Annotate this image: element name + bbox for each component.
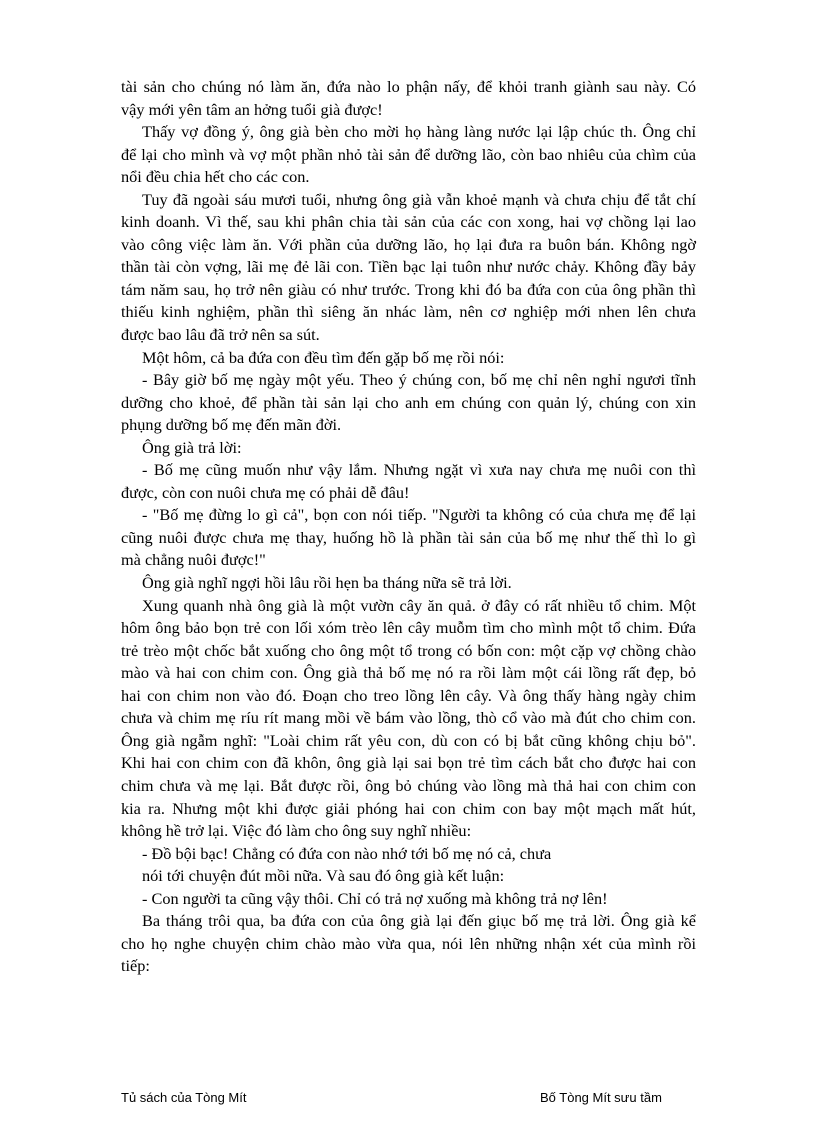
text-line: vậy mới yên tâm an hởng tuổi già được! [121,99,383,119]
text-line: cho họ nghe chuyện chim chào mào vừa qua, nói lên những nhận xét của mình rồi [121,933,696,953]
text-line: được bao lâu đã trở nên sa sút. [121,325,320,345]
text-line: Ông già ngẫm nghĩ: "Loài chim rất yêu con, dù con có bị bắt cũng không chịu bỏ". [121,730,696,750]
text-line: - Bây giờ bố mẹ ngày một yếu. Theo ý chúng con, bố mẹ chỉ nên nghỉ ngươi tĩnh [142,370,696,390]
text-line: Thấy vợ đồng ý, ông già bèn cho mời họ hàng làng nước lại lập chúc th. Ông chỉ [142,122,696,142]
text-line: trẻ trèo một chốc bắt xuống cho ông một tổ trong có bốn con: một cặp vợ chồng chào [121,640,696,660]
text-line: Xung quanh nhà ông già là một vườn cây ăn quả. ở đây có rất nhiều tổ chim. Một [142,595,696,615]
text-line: tám năm sau, họ trở nên giàu có như trước. Trong khi đó ba đứa con của ông phần thì [121,279,696,299]
text-line: nói tới chuyện đút mồi nữa. Và sau đó ông già kết luận: [142,866,505,886]
text-line: được, còn con nuôi chưa mẹ có phải dễ đâu! [121,482,410,502]
text-line: - "Bố mẹ đừng lo gì cả", bọn con nói tiếp. "Người ta không có của chưa mẹ để lại [142,505,696,525]
text-line: vào công việc làm ăn. Với phần của dưỡng lão, họ lại đưa ra buôn bán. Không ngờ [121,234,696,254]
text-line: nổi đều chia hết cho các con. [121,167,310,187]
text-line: - Bố mẹ cũng muốn như vậy lắm. Nhưng ngặt vì xưa nay chưa mẹ nuôi con thì [142,460,696,480]
text-line: cũng nuôi được chưa mẹ thay, huống hồ là phần tài sản của bố mẹ như thế thì lo gì [121,527,696,547]
footer-left: Tủ sách của Tòng Mít [121,1090,247,1105]
story-body [121,76,696,978]
text-line: Ba tháng trôi qua, ba đứa con của ông già lại đến giục bố mẹ trả lời. Ông già kể [142,911,696,931]
text-line: kia ra. Nhưng một khi được giải phóng hai con chim con bay một mạch mất hút, [121,798,696,818]
text-line: để lại cho mình và vợ một phần nhỏ tài sản để dưỡng lão, còn bao nhiêu của chìm của [121,144,696,164]
text-line: - Đồ bội bạc! Chẳng có đứa con nào nhớ tới bố mẹ nó cả, chưa [142,843,552,863]
text-line: mào và hai con chim con. Ông già thả bố mẹ nó ra rồi làm một cái lồng rất đẹp, bỏ [121,663,696,683]
text-line: tiếp: [121,956,150,976]
text-line: không hề trở lại. Việc đó làm cho ông suy nghĩ nhiều: [121,821,472,841]
text-line: tài sản cho chúng nó làm ăn, đứa nào lo phận nấy, để khỏi tranh giành sau này. Có [121,77,696,96]
text-line: - Con người ta cũng vậy thôi. Chỉ có trả nợ xuống mà không trả nợ lên! [142,888,608,908]
text-line: phụng dưỡng bố mẹ đến mãn đời. [121,415,342,435]
text-line: dưỡng cho khoẻ, để phần tài sản lại cho anh em chúng con quản lý, chúng con xin [121,392,696,412]
footer-right: Bố Tòng Mít sưu tầm [540,1090,662,1105]
text-line: thần tài còn vợng, lãi mẹ đẻ lãi con. Tiền bạc lại tuôn như nước chảy. Không đầy bảy [121,257,696,277]
text-line: Khi hai con chim con đã khôn, ông già lại sai bọn trẻ tìm cách bắt cho được hai con [121,753,696,773]
text-line: Ông già nghĩ ngợi hồi lâu rồi hẹn ba tháng nữa sẽ trả lời. [142,573,512,593]
text-line: hai con chim non vào đó. Đoạn cho treo lồng lên cây. Và ông thấy hàng ngày chim [121,685,696,705]
text-line: Một hôm, cả ba đứa con đều tìm đến gặp bố mẹ rồi nói: [142,347,505,367]
text-line: mà chẳng nuôi được!" [121,550,266,570]
text-line: thiếu kinh nghiệm, phần thì siêng ăn nhác làm, nên cơ nghiệp mới nhen lên chưa [121,302,696,322]
text-line: Ông già trả lời: [142,437,242,457]
text-line: kinh doanh. Vì thế, sau khi phân chia tài sản của các con xong, hai vợ chồng lại lao [121,212,696,232]
text-line: chưa và chim mẹ ríu rít mang mồi về bám vào lồng, thò cổ vào mà đút cho chim con. [121,708,696,728]
text-line: hôm ông bảo bọn trẻ con lối xóm trèo lên cây muỗm tìm cho mình một tổ chim. Đứa [121,618,696,638]
text-line: Tuy đã ngoài sáu mươi tuổi, nhưng ông già vẫn khoẻ mạnh và chưa chịu để tắt chí [142,189,696,209]
text-line: chim chưa và mẹ lại. Bắt được rồi, ông bỏ chúng vào lồng mà thả hai con chim con [121,775,696,795]
